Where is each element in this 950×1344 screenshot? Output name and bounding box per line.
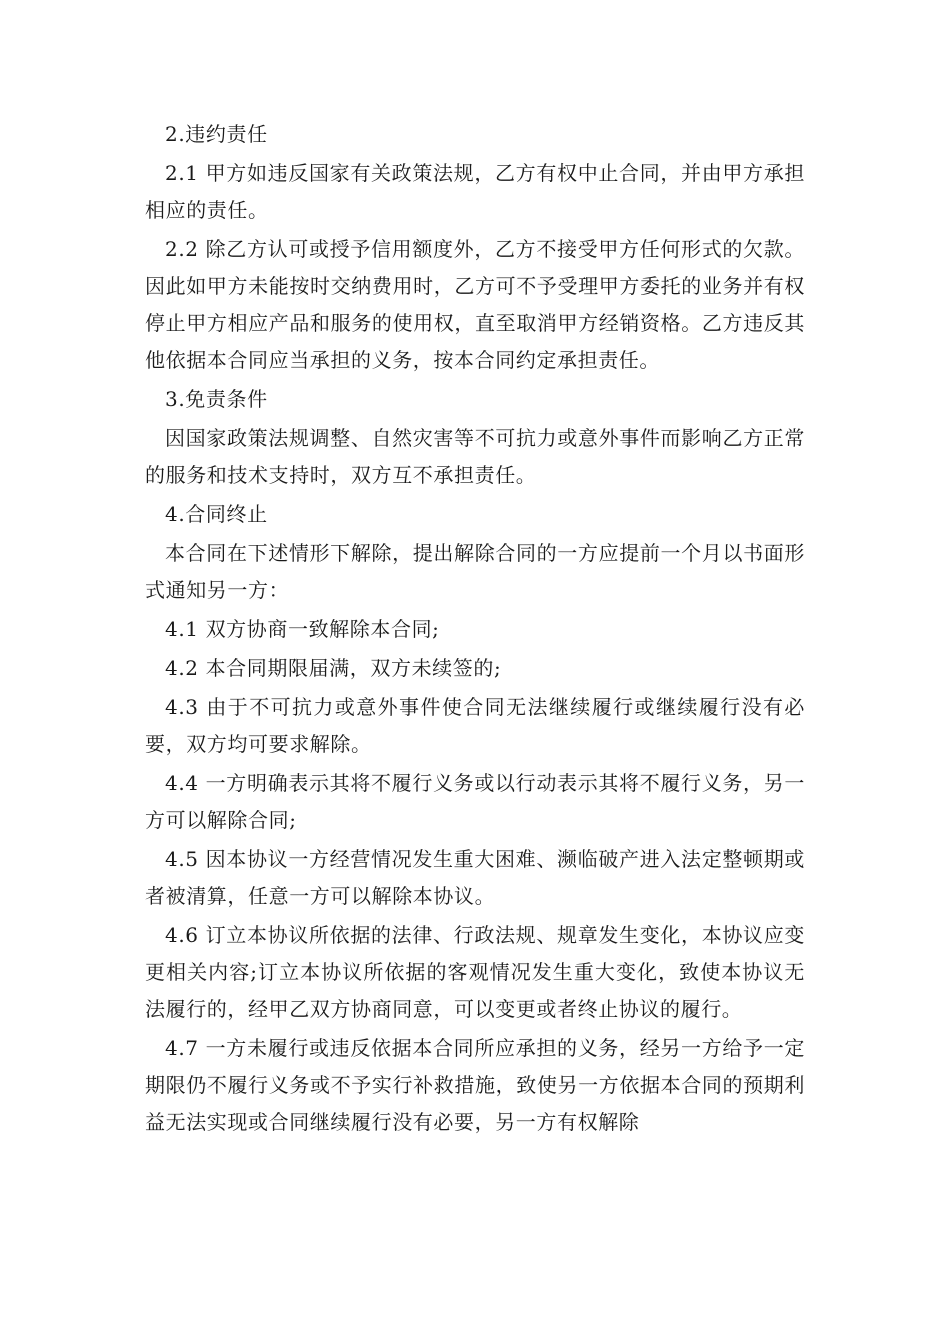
clause-4-3: 4.3 由于不可抗力或意外事件使合同无法继续履行或继续履行没有必要，双方均可要求解除。 <box>145 695 805 756</box>
clause-4-2: 4.2 本合同期限届满，双方未续签的; <box>165 656 502 680</box>
exemption-paragraph: 因国家政策法规调整、自然灾害等不可抗力或意外事件而影响乙方正常的服务和技术支持时，双方互不承担责任。 <box>145 426 805 487</box>
clause-4-5: 4.5 因本协议一方经营情况发生重大困难、濒临破产进入法定整顿期或者被清算，任意一方可以解除本协议。 <box>145 847 805 908</box>
clause-2-1: 2.1 甲方如违反国家有关政策法规，乙方有权中止合同，并由甲方承担相应的责任。 <box>145 161 805 222</box>
clause-4-7: 4.7 一方未履行或违反依据本合同所应承担的义务，经另一方给予一定期限仍不履行义务或不予实行补救措施，致使另一方依据本合同的预期利益无法实现或合同继续履行没有必要，另一方有权解除 <box>145 1036 805 1134</box>
section-heading-exemption: 3.免责条件 <box>165 387 268 411</box>
clause-2-2: 2.2 除乙方认可或授予信用额度外，乙方不接受甲方任何形式的欠款。因此如甲方未能按时交纳费用时，乙方可不予受理甲方委托的业务并有权停止甲方相应产品和服务的使用权，直至取消甲方经销资格。乙方违反其他依据本合同应当承担的义务，按本合同约定承担责任。 <box>145 237 805 372</box>
clause-4-6: 4.6 订立本协议所依据的法律、行政法规、规章发生变化，本协议应变更相关内容;订立本协议所依据的客观情况发生重大变化，致使本协议无法履行的，经甲乙双方协商同意，可以变更或者终止协议的履行。 <box>145 923 805 1021</box>
clause-4-1: 4.1 双方协商一致解除本合同; <box>165 617 440 641</box>
clause-4-4: 4.4 一方明确表示其将不履行义务或以行动表示其将不履行义务，另一方可以解除合同; <box>145 771 805 832</box>
section-heading-breach: 2.违约责任 <box>165 122 268 146</box>
termination-intro: 本合同在下述情形下解除，提出解除合同的一方应提前一个月以书面形式通知另一方： <box>145 541 805 602</box>
document-page <box>145 116 805 1143</box>
section-heading-termination: 4.合同终止 <box>165 502 268 526</box>
